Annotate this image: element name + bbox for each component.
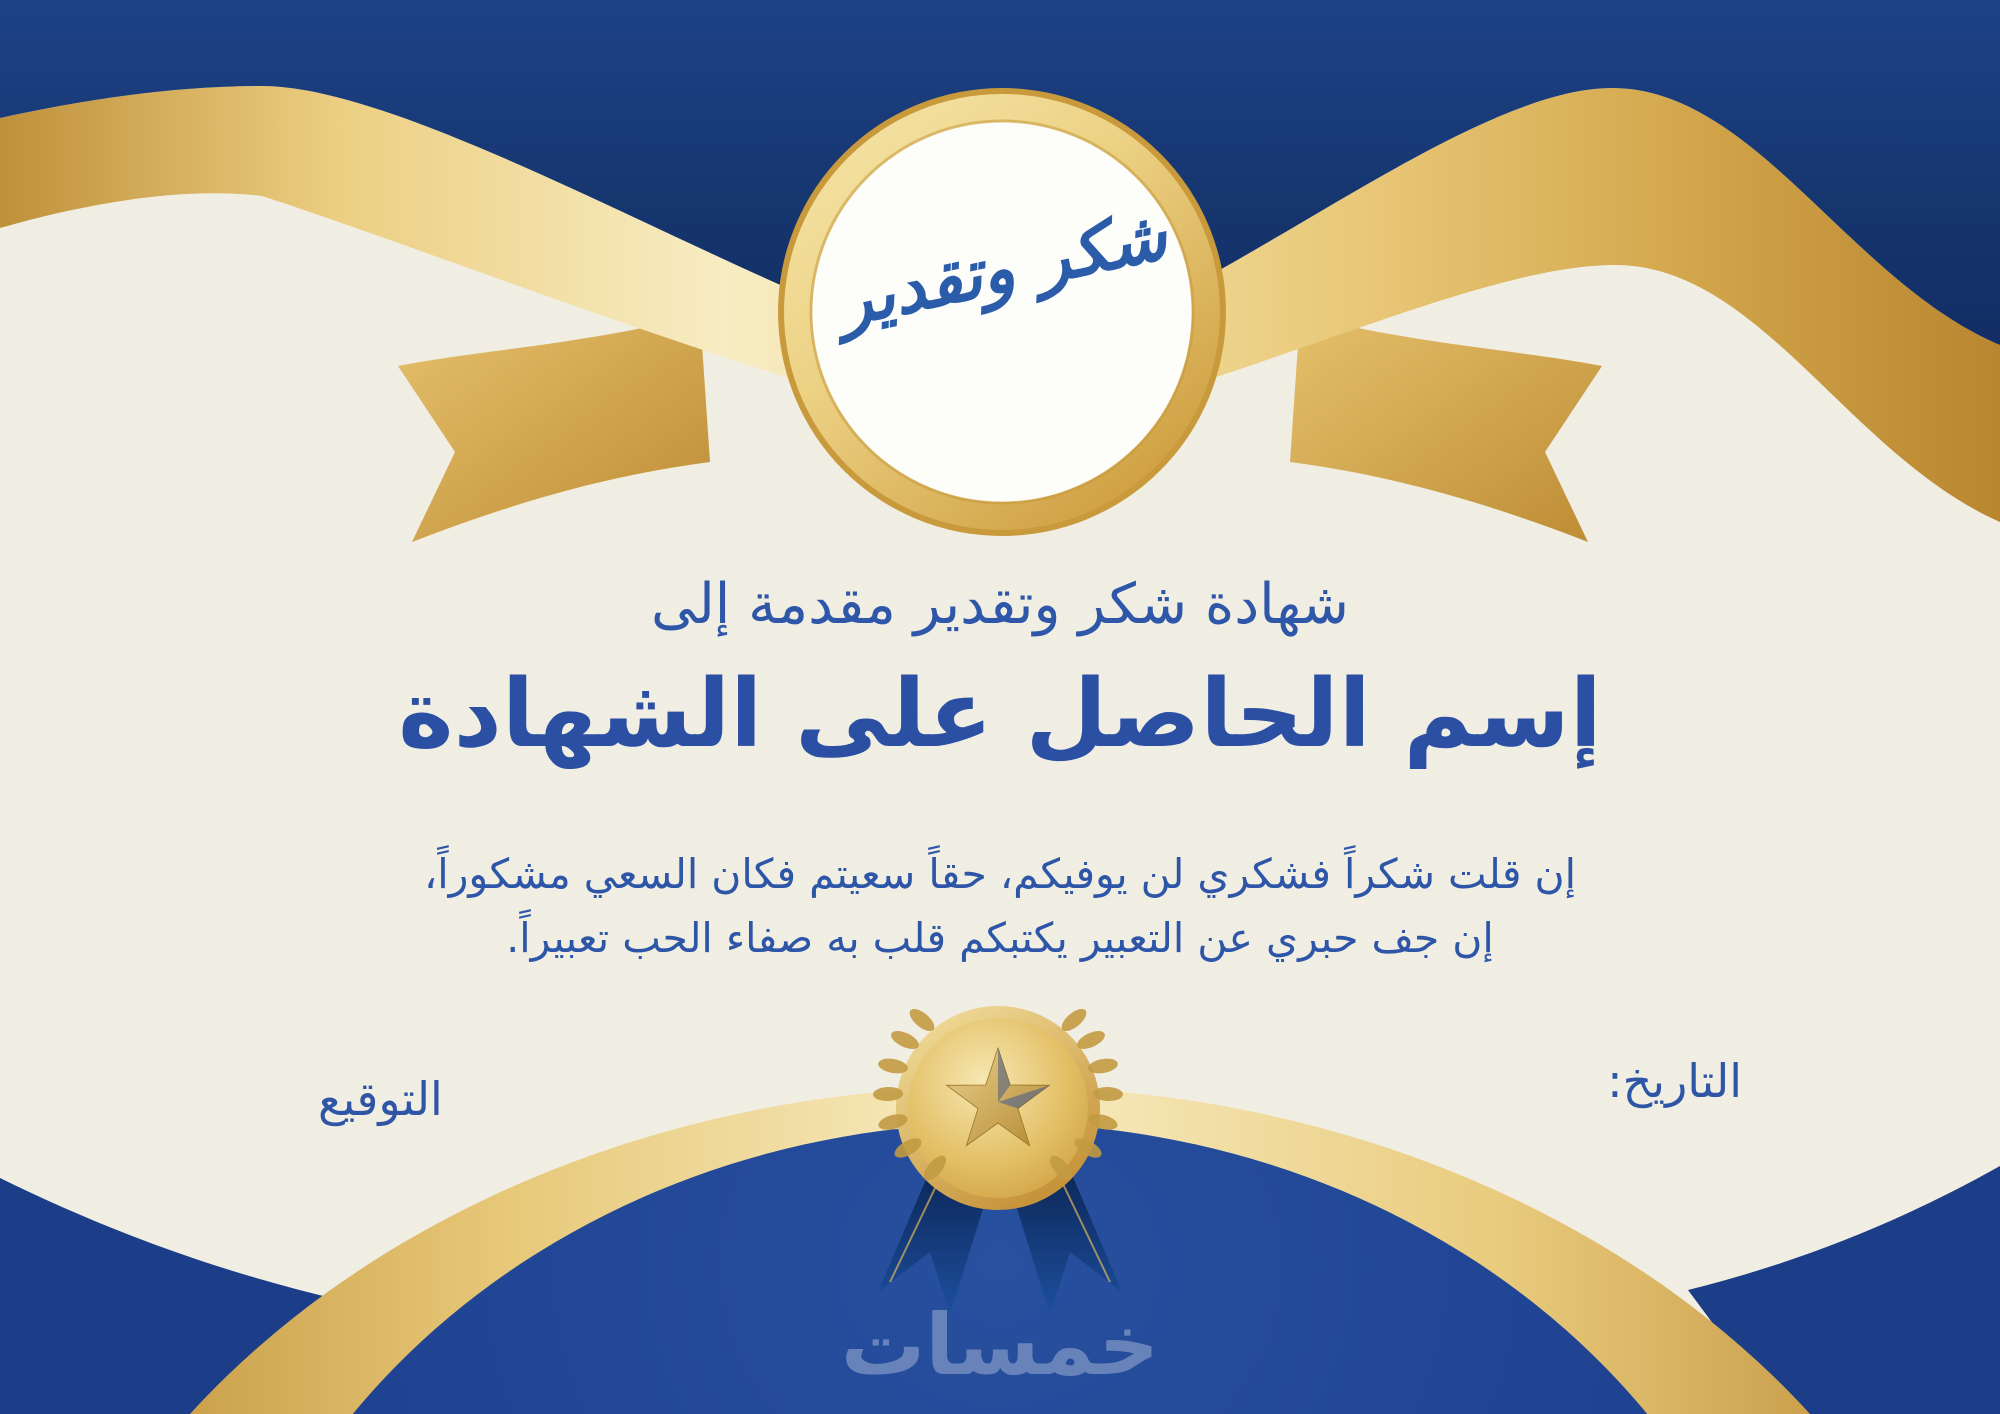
date-label: التاريخ: xyxy=(1607,1054,1742,1108)
body-line-1: إن قلت شكراً فشكري لن يوفيكم، حقاً سعيتم فكان السعي مشكوراً، xyxy=(423,850,1576,898)
khamsat-watermark: خمسات xyxy=(840,1296,1160,1394)
recipient-name-text: إسم الحاصل على الشهادة xyxy=(398,660,1602,769)
certificate-subtitle: شهادة شكر وتقدير مقدمة إلى xyxy=(651,572,1349,637)
body-line-2: إن جف حبري عن التعبير يكتبكم قلب به صفاء الحب تعبيراً. xyxy=(506,914,1494,962)
signature-label: التوقيع xyxy=(318,1072,443,1126)
medallion-calligraphy-text: شكر وتقدير xyxy=(830,196,1174,343)
certificate-body xyxy=(0,842,2000,970)
